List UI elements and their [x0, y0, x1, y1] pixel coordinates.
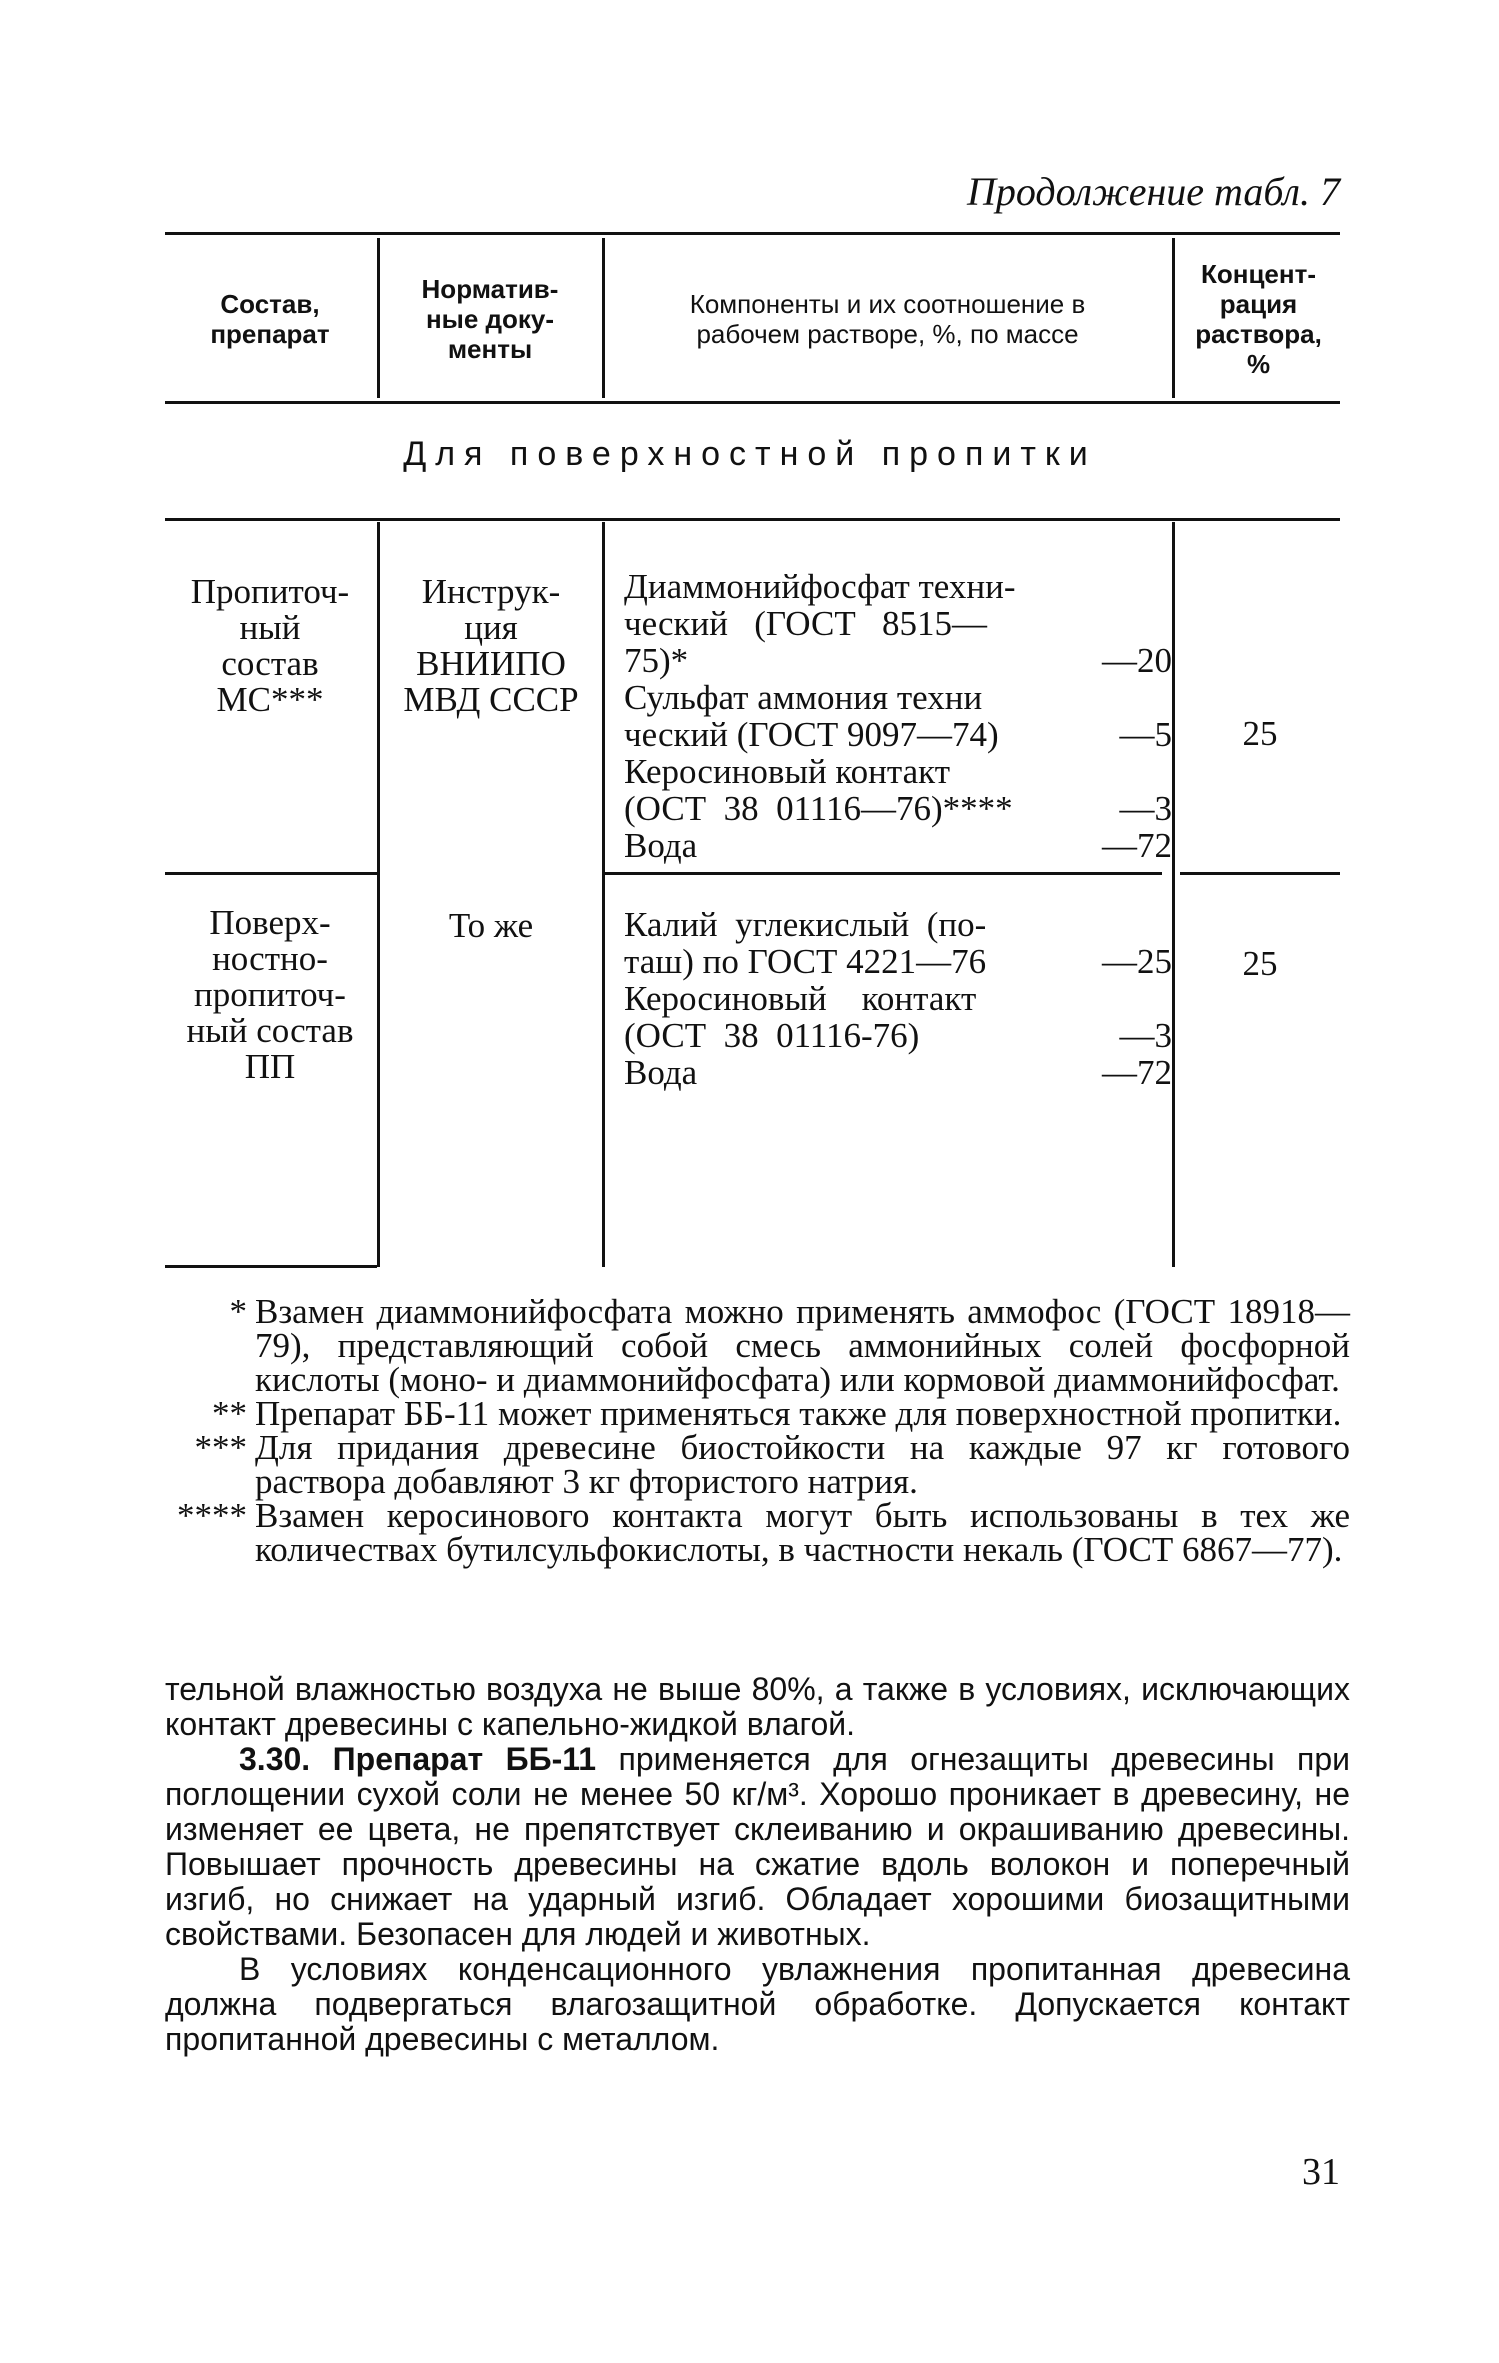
component-text: Вода: [624, 826, 698, 865]
header-normative-docs: Нормативные документы: [421, 274, 559, 364]
component-line: [624, 980, 1172, 1017]
row1-name: [165, 574, 375, 718]
component-text: Вода: [624, 1053, 698, 1092]
component-line: [624, 679, 1172, 716]
component-text: ческий (ГОСТ 9097—74): [624, 715, 999, 754]
component-amount: [1092, 568, 1172, 605]
row-divider-left: [165, 872, 377, 875]
body-paragraph: В условиях конденсационного увлажнения пропитанная древесина должна подвергаться влагозащитной обработке. Допускается контакт пропитанной древесины с металлом.: [165, 1951, 1350, 2057]
component-amount: —20: [1102, 641, 1172, 680]
header-col-divider-1: [377, 238, 380, 398]
component-line: [624, 1054, 1172, 1091]
row2-document: [380, 908, 602, 944]
component-text: Диаммонийфосфат техни-: [624, 567, 1016, 606]
component-text: таш) по ГОСТ 4221—76: [624, 942, 987, 981]
component-text: (ОСТ 38 01116—76)****: [624, 789, 1013, 828]
component-line: [624, 716, 1172, 753]
body-col-divider-3: [1172, 522, 1175, 1267]
section-rule: [165, 518, 1340, 521]
component-amount: [1092, 753, 1172, 790]
header-components: Компоненты и их соотношение в рабочем растворе, %, по массе: [689, 289, 1086, 349]
component-text: ческий (ГОСТ 8515—: [624, 604, 987, 643]
row1-doc-line: Инструк-: [421, 572, 561, 611]
component-text: (ОСТ 38 01116-76): [624, 1016, 920, 1055]
section-paragraph-3-30: [165, 1742, 1350, 1952]
row2-name-line: ностно-: [212, 939, 328, 978]
footnote-text: Взамен керосинового контакта могут быть использованы в тех же количествах бутилсульфокислоты, в частности некаль (ГОСТ 6867—77).: [255, 1496, 1350, 1569]
component-amount: [1092, 906, 1172, 943]
row-divider-right: [1180, 872, 1340, 875]
row1-doc-line: МВД СССР: [403, 680, 579, 719]
component-line: [624, 943, 1172, 980]
component-line: [624, 790, 1172, 827]
footnote-mark: **: [212, 1394, 247, 1433]
component-amount: —5: [1119, 715, 1172, 754]
component-amount: —3: [1119, 1016, 1172, 1055]
body-col-divider-2: [602, 522, 605, 1267]
row2-name-line: Поверх-: [209, 903, 331, 942]
preparation-name: Препарат ББ-11: [332, 1741, 597, 1777]
component-text: Сульфат аммония техни: [624, 678, 983, 717]
header-bottom-rule: [165, 401, 1340, 404]
row1-doc-line: ция: [464, 608, 518, 647]
component-text: Керосиновый контакт: [624, 752, 950, 791]
row1-doc-line: ВНИИПО: [416, 644, 566, 683]
row1-name-line: МС***: [216, 680, 324, 719]
component-amount: [1092, 980, 1172, 1017]
component-amount: —3: [1119, 789, 1172, 828]
section-number: 3.30.: [239, 1741, 311, 1777]
footnote-text: Препарат ББ-11 может применяться также для поверхностной пропитки.: [255, 1394, 1342, 1433]
header-col-divider-2: [602, 238, 605, 398]
component-amount: —25: [1102, 942, 1172, 981]
component-line: [624, 605, 1172, 642]
table-bottom-rule: [165, 1265, 377, 1268]
footnote-mark: ****: [177, 1496, 247, 1535]
footnote-text: Для придания древесине биостойкости на каждые 97 кг готового раствора добавляют 3 кг фтористого натрия.: [255, 1428, 1350, 1501]
row1-name-line: состав: [221, 644, 319, 683]
component-text: Керосиновый контакт: [624, 979, 977, 1018]
footnotes: [165, 1292, 1350, 1569]
component-amount: —72: [1102, 826, 1172, 865]
component-amount: [1092, 605, 1172, 642]
footnote: [165, 1496, 1350, 1569]
footnote-mark: ***: [194, 1428, 247, 1467]
row1-components: [624, 568, 1172, 864]
row2-name-line: пропиточ-: [194, 975, 346, 1014]
component-line: [624, 827, 1172, 864]
table-caption: Продолжение табл. 7: [966, 169, 1340, 214]
row2-name-line: ПП: [244, 1047, 296, 1086]
row1-concentration: 25: [1242, 714, 1278, 753]
footnote-mark: *: [229, 1292, 247, 1331]
row1-document: [380, 574, 602, 718]
section-title: Для поверхностной пропитки: [403, 435, 1097, 473]
body-text: [165, 1672, 1350, 2057]
row2-name-line: ный состав: [186, 1011, 354, 1050]
header-composition: Состав, препарат: [210, 289, 330, 349]
component-line: [624, 642, 1172, 679]
component-line: [624, 1017, 1172, 1054]
row1-name-line: Пропиточ-: [190, 572, 350, 611]
component-text: 75)*: [624, 641, 689, 680]
row2-concentration: 25: [1242, 944, 1278, 983]
footnote-text: Взамен диаммонийфосфата можно применять аммофос (ГОСТ 18918—79), представляющий собой смесь аммонийных солей фосфорной кислоты (моно- и диаммонийфосфата) или кормовой диаммонийфосфат.: [255, 1292, 1350, 1399]
row1-name-line: ный: [239, 608, 301, 647]
section-text: применяется для огнезащиты древесины при поглощении сухой соли не менее 50 кг/м³. Хорошо проникает в древесину, не изменяет ее цвета, не препятствует склеиванию и окрашиванию древесины. Повышает прочность древесины на сжатие вдоль волокон и поперечный изгиб, но снижает на ударный изгиб. Обладает хорошими биозащитными свойствами. Безопасен для людей и животных.: [165, 1741, 1351, 1952]
row2-components: [624, 906, 1172, 1091]
table-top-rule: [165, 232, 1340, 235]
footnote: [165, 1394, 1350, 1433]
footnote: [165, 1428, 1350, 1501]
header-concentration: Концентрация раствора, %: [1195, 259, 1322, 379]
row2-name: [165, 905, 375, 1085]
footnote: [165, 1292, 1350, 1399]
header-col-divider-3: [1172, 238, 1175, 398]
row2-doc-line: То же: [448, 906, 534, 945]
row-divider-mid: [605, 872, 1162, 875]
component-amount: [1092, 679, 1172, 716]
component-line: [624, 753, 1172, 790]
component-amount: —72: [1102, 1053, 1172, 1092]
body-paragraph: тельной влажностью воздуха не выше 80%, а также в условиях, исключающих контакт древесины с капельно-жидкой влагой.: [165, 1671, 1350, 1742]
component-text: Калий углекислый (по-: [624, 905, 987, 944]
component-line: [624, 906, 1172, 943]
component-line: [624, 568, 1172, 605]
page-number: 31: [1302, 2151, 1340, 2193]
